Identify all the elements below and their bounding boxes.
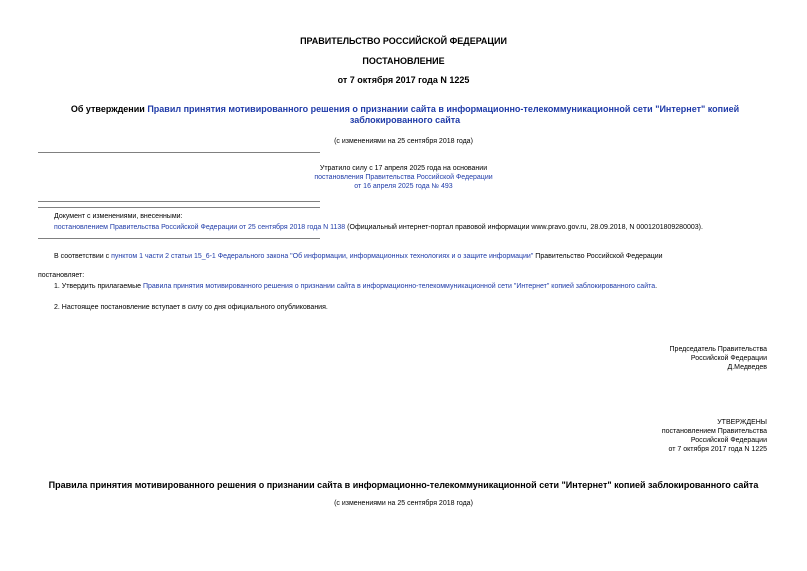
signature-country: Российской Федерации bbox=[690, 355, 767, 362]
signature-position: Председатель Правительства bbox=[669, 346, 767, 353]
signature-block bbox=[467, 345, 767, 372]
divider bbox=[38, 152, 320, 153]
item-1-start: 1. Утвердить прилагаемые bbox=[54, 283, 143, 290]
rules-link[interactable]: Правила принятия мотивированного решения о признании сайта в информационно-телекоммуникационной сети "Интернет" копией заблокированного сайта bbox=[142, 283, 656, 290]
intro-start: В соответствии с bbox=[54, 253, 112, 260]
divider bbox=[38, 201, 320, 202]
document-title bbox=[60, 104, 750, 126]
divider bbox=[38, 238, 320, 239]
expired-notice bbox=[0, 164, 807, 191]
expired-decree-date-link[interactable]: от 16 апреля 2025 года № 493 bbox=[354, 183, 453, 190]
expired-decree-link[interactable]: постановления Правительства Российской Федерации bbox=[314, 174, 493, 181]
changes-label: Документ с изменениями, внесенными: bbox=[54, 213, 183, 220]
item-1-end: . bbox=[655, 283, 658, 290]
changes-decree-link[interactable]: постановлением Правительства Российской Федерации от 25 сентября 2018 года N 1138 bbox=[54, 224, 346, 231]
decides-text: постановляет: bbox=[38, 272, 85, 279]
title-rules-link-cont[interactable]: заблокированного сайта bbox=[349, 115, 461, 125]
expired-line: Утратило силу с 17 апреля 2025 года на основании bbox=[319, 165, 488, 172]
title-rules-link[interactable]: Правил принятия мотивированного решения о признании сайта в информационно-телекоммуникационной сети "Интернет" копией bbox=[147, 104, 740, 114]
intro-end: Правительство Российской Федерации bbox=[533, 253, 663, 260]
item-2: 2. Настоящее постановление вступает в силу со дня официального опубликования. bbox=[54, 304, 328, 311]
amended-note: (с изменениями на 25 сентября 2018 года) bbox=[334, 138, 473, 145]
rules-amended-note: (с изменениями на 25 сентября 2018 года) bbox=[334, 500, 473, 507]
doc-type-heading: ПОСТАНОВЛЕНИЕ bbox=[362, 56, 445, 66]
approved-date-number: от 7 октября 2017 года N 1225 bbox=[668, 446, 767, 453]
title-prefix: Об утверждении bbox=[70, 104, 148, 114]
government-heading: ПРАВИТЕЛЬСТВО РОССИЙСКОЙ ФЕДЕРАЦИИ bbox=[300, 36, 507, 46]
item-1 bbox=[54, 282, 657, 291]
doc-date-number: от 7 октября 2017 года N 1225 bbox=[337, 75, 470, 85]
approved-decree: постановлением Правительства bbox=[661, 428, 767, 435]
changes-source: (Официальный интернет-портал правовой информации www.pravo.gov.ru, 28.09.2018, N 0001201809280003). bbox=[345, 224, 703, 231]
law-article-link[interactable]: пунктом 1 части 2 статьи 15_6-1 Федерального закона "Об информации, информационных технологиях и о защите информации" bbox=[111, 253, 534, 260]
approved-country: Российской Федерации bbox=[690, 437, 767, 444]
approved-label: УТВЕРЖДЕНЫ bbox=[717, 419, 767, 426]
signature-name: Д.Медведев bbox=[727, 364, 767, 371]
changes-entry bbox=[54, 223, 703, 232]
intro-paragraph bbox=[54, 252, 663, 261]
approved-block bbox=[467, 418, 767, 454]
rules-title: Правила принятия мотивированного решения о признании сайта в информационно-телекоммуникационной сети "Интернет" копией заблокированного сайта bbox=[48, 480, 759, 490]
divider bbox=[38, 207, 320, 208]
